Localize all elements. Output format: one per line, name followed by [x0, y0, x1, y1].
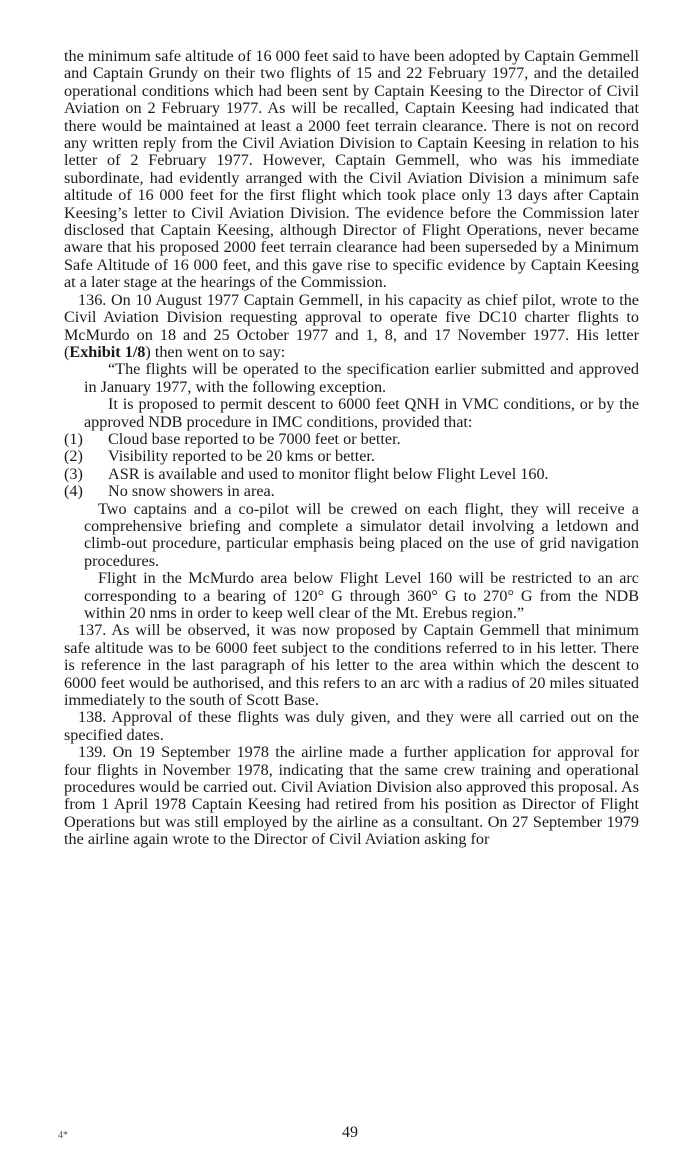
letter-quote-continued: [64, 501, 639, 623]
list-item-number: (1): [64, 429, 83, 448]
list-item-number: (4): [64, 482, 83, 501]
page-number: 49: [342, 1124, 358, 1141]
list-item-text: ASR is available and used to monitor flight below Flight Level 160.: [108, 464, 549, 483]
conditions-list: [64, 431, 639, 501]
list-item-text: No snow showers in area.: [108, 482, 275, 501]
list-item-text: Visibility reported to be 20 kms or better.: [108, 447, 375, 466]
list-item-number: (2): [64, 447, 83, 466]
list-item: [64, 431, 639, 448]
exhibit-reference: Exhibit 1/8: [69, 342, 146, 361]
paragraph-138: 138. Approval of these flights was duly given, and they were all carried out on the specified dates.: [64, 708, 639, 744]
p136-text-end: ) then went on to say:: [145, 342, 286, 361]
letter-quote: [64, 361, 639, 431]
quote-paragraph-4: Flight in the McMurdo area below Flight Level 160 will be restricted to an arc corresponding to a bearing of 120° G through 360° G to 270° G from the NDB within 20 nms in order to keep well clear of the Mt. Erebus region.”: [84, 569, 639, 622]
quote-paragraph-1: “The flights will be operated to the specification earlier submitted and approved in January 1977, with the following exception.: [84, 360, 639, 396]
list-item: [64, 483, 639, 500]
paragraph-139: 139. On 19 September 1978 the airline made a further application for approval for four flights in November 1978, indicating that the same crew training and operational procedures would be carried out. Civil Aviation Division also approved this proposal. As from 1 April 1978 Captain Keesing had retired from his position as Director of Flight Operations but was still employed by the airline as a consultant. On 27 September 1979 the airline again wrote to the Director of Civil Aviation asking for: [64, 743, 639, 849]
list-item-text: Cloud base reported to be 7000 feet or better.: [108, 429, 401, 448]
paragraph-137: 137. As will be observed, it was now proposed by Captain Gemmell that minimum safe altitude was to be 6000 feet subject to the conditions referred to in his letter. There is reference in the last paragraph of his letter to the area within which the descent to 6000 feet would be authorised, and this refers to an arc with a radius of 20 miles situated immediately to the south of Scott Base.: [64, 621, 639, 710]
paragraph-136: [64, 292, 639, 362]
quote-paragraph-2: It is proposed to permit descent to 6000 feet QNH in VMC conditions, or by the approved NDB procedure in IMC conditions, provided that:: [84, 395, 639, 431]
list-item: [64, 466, 639, 483]
p136-text-start: 136. On 10 August 1977 Captain Gemmell, in his capacity as chief pilot, wrote to the Civil Aviation Division requesting approval to operate five DC10 charter flights to McMurdo on 18 and 25 October 1977 and 1, 8, and 17 November 1977. His letter (: [64, 290, 639, 361]
quote-paragraph-3: Two captains and a co-pilot will be crewed on each flight, they will receive a comprehensive briefing and complete a simulator detail involving a letdown and climb-out procedure, particular emphasis being placed on the use of grid navigation procedures.: [84, 499, 639, 570]
body-text: [64, 48, 639, 849]
signature-mark: 4*: [58, 1130, 68, 1141]
list-item-number: (3): [64, 464, 83, 483]
paragraph-continuation: the minimum safe altitude of 16 000 feet said to have been adopted by Captain Gemmell and Captain Grundy on their two flights of 15 and 22 February 1977, and the detailed operational conditions which had been sent by Captain Keesing to the Director of Civil Aviation on 2 February 1977. As will be recalled, Captain Keesing had indicated that there would be maintained at least a 2000 feet terrain clearance. There is not on record any written reply from the Civil Aviation Division to Captain Keesing in relation to his letter of 2 February 1977. However, Captain Gemmell, who was his immediate subordinate, had evidently arranged with the Civil Aviation Division a minimum safe altitude of 16 000 feet for the first flight which took place only 13 days after Captain Keesing’s letter to Civil Aviation Division. The evidence before the Commission later disclosed that Captain Keesing, although Director of Flight Operations, never became aware that his proposed 2000 feet terrain clearance had been superseded by a Minimum Safe Altitude of 16 000 feet, and this gave rise to specific evidence by Captain Keesing at a later stage at the hearings of the Commission.: [64, 47, 639, 292]
list-item: [64, 448, 639, 465]
